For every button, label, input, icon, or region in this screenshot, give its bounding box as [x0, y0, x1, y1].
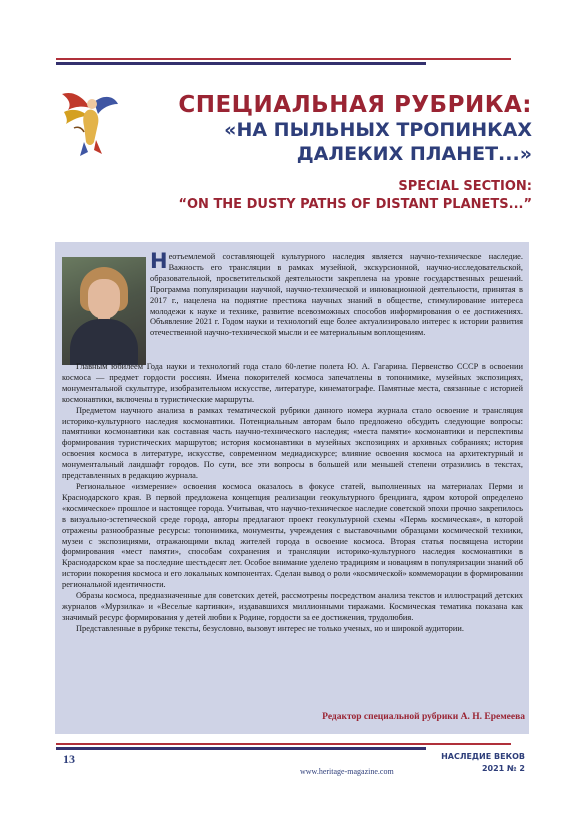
top-rule-red	[56, 58, 511, 60]
bottom-rule-blue	[56, 747, 426, 750]
intro-text: еотъемлемой составляющей культурного наследия является научно-техническое наследие. Важность его трансляции в рамках музейной, экскурсионной, научно-исследовательской, образовательной, просветительской деятельности закреплена на уровне государственных решений. Программа популяризации научной, научно-технической и инновационной деятельности, принятая в 2017 г., нацелена на поднятие престижа научных знаний в обществе, стимулирование интереса молодежи к науке и технике, развитие всевозможных способов информирования о ее достижениях. Объявление 2021 г. Годом науки и технологий еще более актуализировало интерес к истории развития отечественной научно-технической мысли и ее материальным воплощениям.	[150, 252, 523, 338]
paragraph: Представленные в рубрике тексты, безусловно, вызовут интерес не только ученых, но и широкой аудитории.	[76, 623, 464, 633]
bottom-rule-red	[56, 743, 511, 745]
paragraph: Образы космоса, предназначенные для советских детей, рассмотрены посредством анализа текстов и иллюстраций детских журналов «Мурзилка» и «Веселые картинки», издававшихся миллионными тиражами. Космическая тематика показана как значимый ресурс формирования у детей любви к Родине, гордости за ее достижения, трудолюбия.	[62, 591, 523, 622]
top-rule-blue	[56, 62, 426, 65]
editor-portrait	[62, 257, 146, 365]
editor-signature: Редактор специальной рубрики А. Н. Еремеева	[322, 712, 525, 722]
title-ru-line1: СПЕЦИАЛЬНАЯ РУБРИКА:	[178, 92, 532, 118]
angel-emblem-icon	[54, 80, 122, 160]
section-title	[152, 92, 532, 214]
page-number: 13	[63, 752, 75, 766]
magazine-title: НАСЛЕДИЕ ВЕКОВ	[441, 752, 525, 761]
intro-paragraph	[150, 249, 523, 339]
paragraph: Главным юбилеем Года науки и технологий года стало 60-летие полета Ю. А. Гагарина. Первенство СССР в освоении космоса — предмет гордости россиян. Имена покорителей космоса запечатлены в топонимике, музейных экспозициях, монументальной скульптуре, изобразительном искусстве, литературе, кинематографе. Памятные места, связанные с историей космонавтики, включены в туристические маршруты.	[62, 362, 523, 404]
paragraph: Предметом научного анализа в рамках тематической рубрики данного номера журнала стало освоение и трансляция историко-культурного наследия космонавтики. Потенциальным авторам было предложено обсудить следующие вопросы: памятники космонавтики как составная часть научно-технического наследия; «места памяти» космонавтики и перспективы формирования туристических маршрутов; история космонавтики в музейных экспозициях и архивных собраниях; история освоения космоса в литературе, искусстве, современном медиадискурсе; влияние освоения космоса на архитектурный и монументальный ландшафт городов. По сути, все эти вопросы в большей или меньшей степени отразились в текстах, представленных в редакцию журнала.	[62, 405, 523, 481]
title-en-line1: SPECIAL SECTION:	[398, 179, 532, 194]
title-en-line2: “ON THE DUSTY PATHS OF DISTANT PLANETS...”	[178, 197, 532, 212]
title-ru-line3: ДАЛЕКИХ ПЛАНЕТ...»	[296, 143, 532, 165]
title-ru-line2: «НА ПЫЛЬНЫХ ТРОПИНКАХ	[224, 119, 532, 141]
paragraph: Региональное «измерение» освоения космоса оказалось в фокусе статей, выполненных на материалах Перми и Краснодарского края. В первой предложена концепция реализации геокультурного брендинга, ядром которой определено «космическое» прошлое и настоящее города. Учитывая, что научно-техническое наследие советской эпохи прочно закрепилось в визуально-эстетической среде города, авторы предлагают проект геокультурной схемы «Пермь космическая», в которой отражены разнообразные ресурсы: топонимика, монументы, учреждения с выставочными образцами космической техники, музеи с экспозициями, отражающими вклад жителей города в освоение космоса. Вторая статья посвящена истории формирования «мест памяти», способам сохранения и трансляции историко-культурного наследия космонавтики в Краснодарском крае за последние шестьдесят лет. Особое внимание уделено традициям и новациям в популяризации знаний об истории покорения космоса и его локальных компонентах. Сделан вывод о роли «космической» коммеморации в формировании региональной идентичности.	[62, 481, 523, 590]
drop-cap: Н	[150, 249, 168, 273]
magazine-issue: 2021 № 2	[481, 764, 525, 773]
website-link[interactable]: www.heritage-magazine.com	[300, 767, 394, 776]
article-body	[62, 362, 523, 635]
